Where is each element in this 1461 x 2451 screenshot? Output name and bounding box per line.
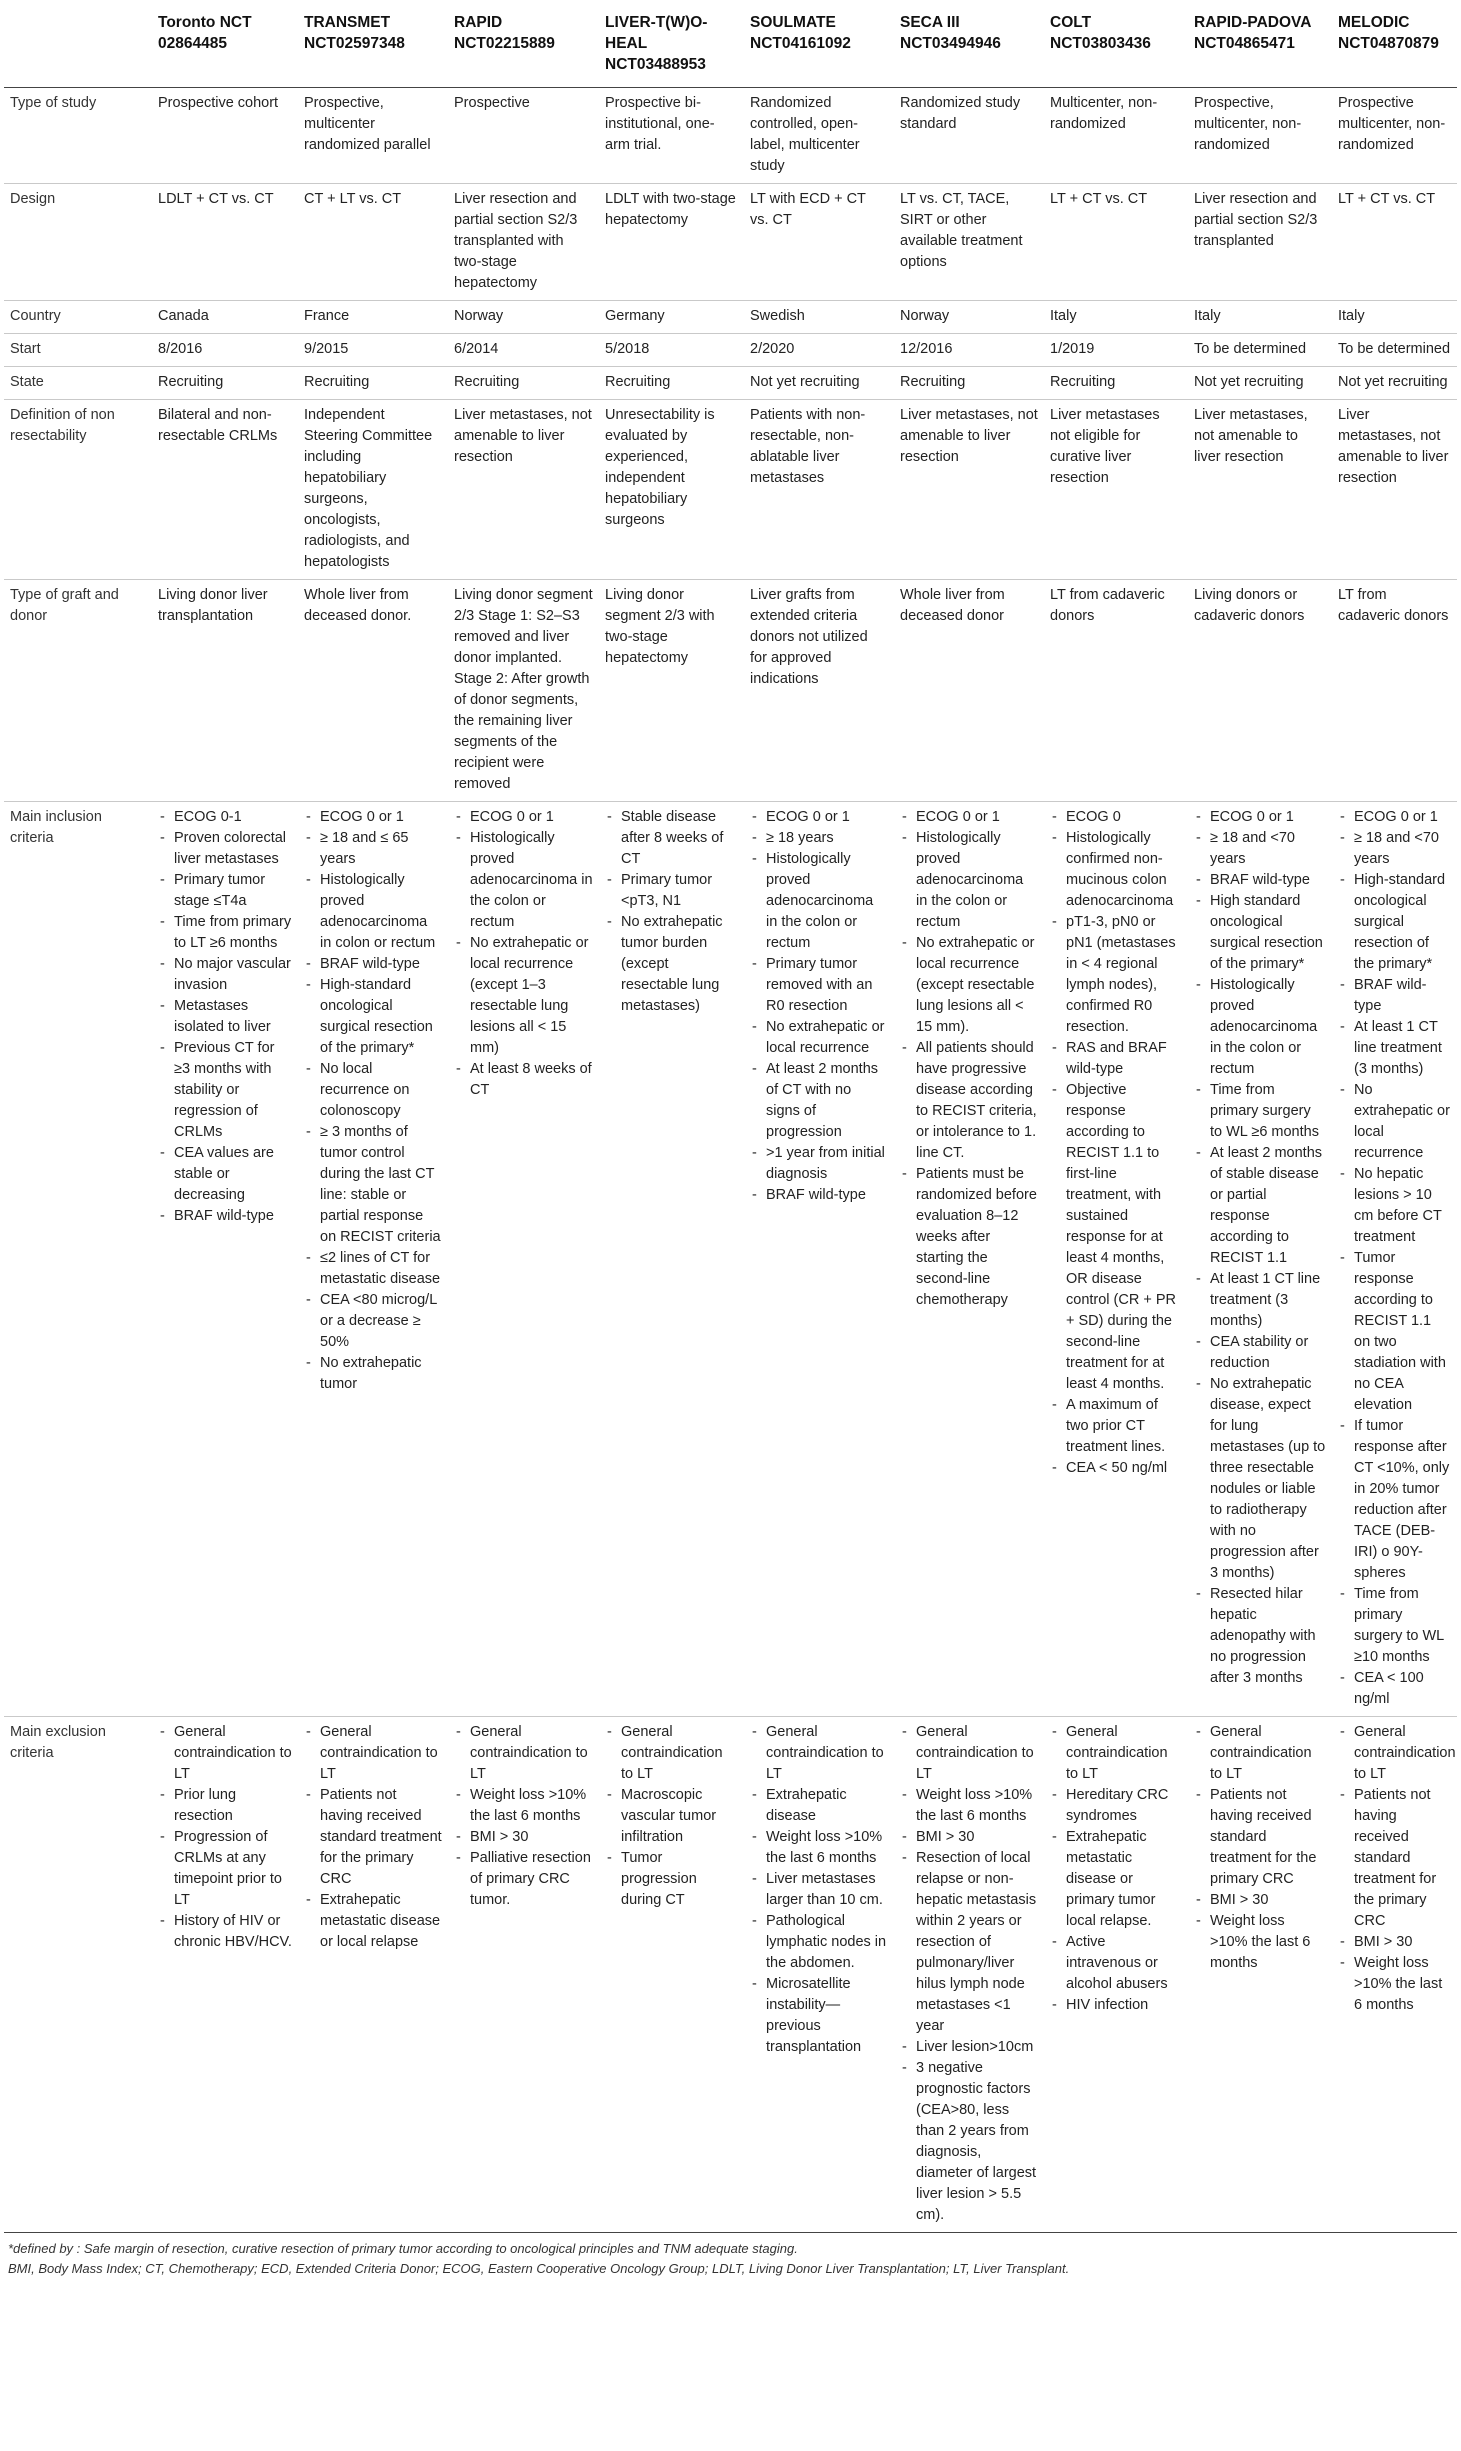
- criteria-item: - Stable disease after 8 weeks of CT: [605, 807, 738, 870]
- table-cell-toronto: Living donor liver transplantation: [152, 580, 298, 802]
- criteria-item: - Patients not having received standard treatment for the primary CRC: [304, 1785, 442, 1890]
- inclusion-criteria-list: [1338, 807, 1451, 1710]
- criteria-item: - Histologically proved adenocarcinoma in colon or rectum: [304, 870, 442, 954]
- table-cell-seca-iii: LT vs. CT, TACE, SIRT or other available treatment options: [894, 184, 1044, 301]
- criteria-item: - Palliative resection of primary CRC tumor.: [454, 1848, 593, 1911]
- criteria-item: - BMI > 30: [1194, 1890, 1326, 1911]
- table-body: [4, 88, 1457, 2233]
- criteria-item: - 3 negative prognostic factors (CEA>80, less than 2 years from diagnosis, diameter of largest liver lesion > 5.5 cm).: [900, 2058, 1038, 2226]
- exclusion-cell-rapid: [448, 1717, 599, 2233]
- inclusion-cell-toronto: [152, 802, 298, 1717]
- criteria-item: - Weight loss >10% the last 6 months: [900, 1785, 1038, 1827]
- table-row: [4, 580, 1457, 802]
- criteria-item: - ECOG 0 or 1: [1194, 807, 1326, 828]
- criteria-item: - At least 2 months of CT with no signs of progression: [750, 1059, 888, 1143]
- table-cell-rapid: Prospective: [448, 88, 599, 184]
- table-cell-rapid: Liver metastases, not amenable to liver resection: [448, 400, 599, 580]
- criteria-item: - Weight loss >10% the last 6 months: [454, 1785, 593, 1827]
- table-cell-rapid-padova: To be determined: [1188, 334, 1332, 367]
- criteria-item: - >1 year from initial diagnosis: [750, 1143, 888, 1185]
- criteria-item: - Histologically confirmed non-mucinous colon adenocarcinoma: [1050, 828, 1182, 912]
- criteria-item: - ECOG 0: [1050, 807, 1182, 828]
- criteria-item: - CEA values are stable or decreasing: [158, 1143, 292, 1206]
- criteria-item: - Weight loss >10% the last 6 months: [1338, 1953, 1451, 2016]
- criteria-item: - Histologically proved adenocarcinoma in the colon or rectum: [1194, 975, 1326, 1080]
- table-cell-liver-two-heal: Unresectability is evaluated by experienced, independent hepatobiliary surgeons: [599, 400, 744, 580]
- row-label: Type of graft and donor: [4, 580, 152, 802]
- header-cell-rapid-padova: RAPID-PADOVA NCT04865471: [1188, 10, 1332, 88]
- criteria-item: - ≥ 18 and <70 years: [1338, 828, 1451, 870]
- criteria-item: - Extrahepatic metastatic disease or local relapse: [304, 1890, 442, 1953]
- inclusion-cell-melodic: [1332, 802, 1457, 1717]
- table-cell-rapid-padova: Liver resection and partial section S2/3 transplanted: [1188, 184, 1332, 301]
- table-cell-transmet: CT + LT vs. CT: [298, 184, 448, 301]
- exclusion-cell-liver-two-heal: [599, 1717, 744, 2233]
- criteria-item: - At least 1 CT line treatment (3 months): [1194, 1269, 1326, 1332]
- criteria-item: - No extrahepatic or local recurrence (except resectable lung lesions all < 15 mm).: [900, 933, 1038, 1038]
- criteria-item: - pT1-3, pN0 or pN1 (metastases in < 4 regional lymph nodes), confirmed R0 resection.: [1050, 912, 1182, 1038]
- criteria-item: - Proven colorectal liver metastases: [158, 828, 292, 870]
- table-footnotes: [8, 2239, 1453, 2279]
- exclusion-criteria-list: [304, 1722, 442, 1953]
- footnote-definition: *defined by : Safe margin of resection, curative resection of primary tumor according to oncological principles and TNM adequate staging.: [8, 2241, 798, 2256]
- criteria-item: - ≤2 lines of CT for metastatic disease: [304, 1248, 442, 1290]
- criteria-item: - Active intravenous or alcohol abusers: [1050, 1932, 1182, 1995]
- criteria-item: - CEA < 100 ng/ml: [1338, 1668, 1451, 1710]
- criteria-item: - Resection of local relapse or non-hepatic metastasis within 2 years or resection of pulmonary/liver hilus lymph node metastases <1 year: [900, 1848, 1038, 2037]
- criteria-item: - Extrahepatic disease: [750, 1785, 888, 1827]
- criteria-item: - Weight loss >10% the last 6 months: [1194, 1911, 1326, 1974]
- exclusion-cell-melodic: [1332, 1717, 1457, 2233]
- table-cell-colt: LT from cadaveric donors: [1044, 580, 1188, 802]
- criteria-item: - Objective response according to RECIST 1.1 to first-line treatment, with sustained response for at least 4 months, OR disease control (CR + PR + SD) during the second-line treatment for at least 4 months.: [1050, 1080, 1182, 1395]
- inclusion-cell-rapid-padova: [1188, 802, 1332, 1717]
- table-cell-melodic: To be determined: [1332, 334, 1457, 367]
- criteria-item: - At least 1 CT line treatment (3 months): [1338, 1017, 1451, 1080]
- table-cell-liver-two-heal: 5/2018: [599, 334, 744, 367]
- criteria-item: - Tumor progression during CT: [605, 1848, 738, 1911]
- criteria-item: - ECOG 0 or 1: [1338, 807, 1451, 828]
- row-label: State: [4, 367, 152, 400]
- inclusion-criteria-list: [605, 807, 738, 1017]
- exclusion-cell-rapid-padova: [1188, 1717, 1332, 2233]
- criteria-item: - RAS and BRAF wild-type: [1050, 1038, 1182, 1080]
- exclusion-criteria-list: [750, 1722, 888, 2058]
- table-cell-transmet: Recruiting: [298, 367, 448, 400]
- criteria-item: - Previous CT for ≥3 months with stability or regression of CRLMs: [158, 1038, 292, 1143]
- criteria-item: - BRAF wild-type: [1338, 975, 1451, 1017]
- criteria-item: - BMI > 30: [1338, 1932, 1451, 1953]
- criteria-item: - Time from primary surgery to WL ≥10 months: [1338, 1584, 1451, 1668]
- criteria-item: - Patients must be randomized before evaluation 8–12 weeks after starting the second-line chemotherapy: [900, 1164, 1038, 1311]
- inclusion-cell-soulmate: [744, 802, 894, 1717]
- exclusion-cell-soulmate: [744, 1717, 894, 2233]
- header-cell-soulmate: SOULMATE NCT04161092: [744, 10, 894, 88]
- table-cell-rapid-padova: Prospective, multicenter, non-randomized: [1188, 88, 1332, 184]
- row-label: Type of study: [4, 88, 152, 184]
- trial-comparison-table: [4, 10, 1457, 2233]
- criteria-item: - Weight loss >10% the last 6 months: [750, 1827, 888, 1869]
- criteria-item: - No extrahepatic tumor: [304, 1353, 442, 1395]
- criteria-item: - BMI > 30: [454, 1827, 593, 1848]
- table-cell-transmet: Whole liver from deceased donor.: [298, 580, 448, 802]
- criteria-item: - No extrahepatic or local recurrence: [1338, 1080, 1451, 1164]
- table-cell-colt: LT + CT vs. CT: [1044, 184, 1188, 301]
- table-cell-colt: 1/2019: [1044, 334, 1188, 367]
- footnote-abbreviations: BMI, Body Mass Index; CT, Chemotherapy; ECD, Extended Criteria Donor; ECOG, Eastern Cooperative Oncology Group; LDLT, Living Donor Liver Transplantation; LT, Liver Transplant.: [8, 2261, 1070, 2276]
- criteria-item: - Time from primary surgery to WL ≥6 months: [1194, 1080, 1326, 1143]
- table-cell-rapid: 6/2014: [448, 334, 599, 367]
- criteria-item: - Microsatellite instability—previous transplantation: [750, 1974, 888, 2058]
- criteria-item: - ECOG 0 or 1: [750, 807, 888, 828]
- criteria-item: - High standard oncological surgical resection of the primary*: [1194, 891, 1326, 975]
- table-cell-rapid: Norway: [448, 301, 599, 334]
- inclusion-criteria-list: [1050, 807, 1182, 1479]
- table-cell-rapid-padova: Liver metastases, not amenable to liver resection: [1188, 400, 1332, 580]
- exclusion-cell-colt: [1044, 1717, 1188, 2233]
- table-cell-melodic: Not yet recruiting: [1332, 367, 1457, 400]
- table-cell-soulmate: Swedish: [744, 301, 894, 334]
- exclusion-cell-toronto: [152, 1717, 298, 2233]
- table-cell-melodic: Prospective multicenter, non-randomized: [1332, 88, 1457, 184]
- inclusion-criteria-list: [900, 807, 1038, 1311]
- table-cell-transmet: France: [298, 301, 448, 334]
- inclusion-criteria-list: [1194, 807, 1326, 1689]
- table-row: [4, 400, 1457, 580]
- criteria-item: - Primary tumor <pT3, N1: [605, 870, 738, 912]
- criteria-item: - All patients should have progressive disease according to RECIST criteria, or intolerance to 1. line CT.: [900, 1038, 1038, 1164]
- table-cell-rapid-padova: Not yet recruiting: [1188, 367, 1332, 400]
- table-cell-soulmate: LT with ECD + CT vs. CT: [744, 184, 894, 301]
- inclusion-cell-rapid: [448, 802, 599, 1717]
- criteria-item: - BRAF wild-type: [158, 1206, 292, 1227]
- exclusion-criteria-list: [605, 1722, 738, 1911]
- criteria-item: - If tumor response after CT <10%, only in 20% tumor reduction after TACE (DEB-IRI) o 90Y-spheres: [1338, 1416, 1451, 1584]
- table-cell-soulmate: Randomized controlled, open-label, multicenter study: [744, 88, 894, 184]
- criteria-item: - ECOG 0 or 1: [454, 807, 593, 828]
- criteria-item: - High-standard oncological surgical resection of the primary*: [304, 975, 442, 1059]
- criteria-item: - ≥ 18 years: [750, 828, 888, 849]
- criteria-item: - Pathological lymphatic nodes in the abdomen.: [750, 1911, 888, 1974]
- criteria-item: - Prior lung resection: [158, 1785, 292, 1827]
- table-cell-toronto: Recruiting: [152, 367, 298, 400]
- criteria-item: - Histologically proved adenocarcinoma in the colon or rectum: [900, 828, 1038, 933]
- criteria-item: - History of HIV or chronic HBV/HCV.: [158, 1911, 292, 1953]
- criteria-item: - Macroscopic vascular tumor infiltration: [605, 1785, 738, 1848]
- criteria-item: - Liver lesion>10cm: [900, 2037, 1038, 2058]
- table-cell-toronto: 8/2016: [152, 334, 298, 367]
- table-row: [4, 367, 1457, 400]
- inclusion-cell-seca-iii: [894, 802, 1044, 1717]
- exclusion-cell-transmet: [298, 1717, 448, 2233]
- table-cell-toronto: LDLT + CT vs. CT: [152, 184, 298, 301]
- table-cell-colt: Italy: [1044, 301, 1188, 334]
- exclusion-criteria-list: [1338, 1722, 1456, 2016]
- criteria-item: - No extrahepatic disease, expect for lung metastases (up to three resectable nodules or liable to radiotherapy with no progression after 3 months): [1194, 1374, 1326, 1584]
- criteria-item: - Metastases isolated to liver: [158, 996, 292, 1038]
- table-cell-liver-two-heal: Prospective bi-institutional, one-arm trial.: [599, 88, 744, 184]
- criteria-item: - No major vascular invasion: [158, 954, 292, 996]
- criteria-item: - No extrahepatic or local recurrence: [750, 1017, 888, 1059]
- criteria-item: - No extrahepatic tumor burden (except resectable lung metastases): [605, 912, 738, 1017]
- header-cell-blank: [4, 10, 152, 88]
- exclusion-criteria-list: [1194, 1722, 1326, 1974]
- header-cell-toronto: Toronto NCT 02864485: [152, 10, 298, 88]
- row-label: Main exclusion criteria: [4, 1717, 152, 2233]
- exclusion-criteria-list: [454, 1722, 593, 1911]
- table-cell-liver-two-heal: Germany: [599, 301, 744, 334]
- inclusion-criteria-list: [304, 807, 442, 1395]
- criteria-item: - Hereditary CRC syndromes: [1050, 1785, 1182, 1827]
- table-cell-seca-iii: Randomized study standard: [894, 88, 1044, 184]
- table-row: [4, 301, 1457, 334]
- table-cell-soulmate: 2/2020: [744, 334, 894, 367]
- criteria-item: - CEA stability or reduction: [1194, 1332, 1326, 1374]
- criteria-item: - CEA < 50 ng/ml: [1050, 1458, 1182, 1479]
- criteria-item: - General contraindication to LT: [1194, 1722, 1326, 1785]
- criteria-item: - CEA <80 microg/L or a decrease ≥ 50%: [304, 1290, 442, 1353]
- criteria-item: - ≥ 18 and <70 years: [1194, 828, 1326, 870]
- table-cell-rapid: Recruiting: [448, 367, 599, 400]
- exclusion-criteria-row: [4, 1717, 1457, 2233]
- table-row: [4, 334, 1457, 367]
- table-cell-toronto: Bilateral and non-resectable CRLMs: [152, 400, 298, 580]
- inclusion-criteria-list: [454, 807, 593, 1101]
- table-cell-melodic: LT from cadaveric donors: [1332, 580, 1457, 802]
- table-cell-rapid: Liver resection and partial section S2/3 transplanted with two-stage hepatectomy: [448, 184, 599, 301]
- table-cell-melodic: Liver metastases, not amenable to liver resection: [1332, 400, 1457, 580]
- table-cell-colt: Multicenter, non-randomized: [1044, 88, 1188, 184]
- criteria-item: - Patients not having received standard treatment for the primary CRC: [1194, 1785, 1326, 1890]
- criteria-item: - Tumor response according to RECIST 1.1 on two stadiation with no CEA elevation: [1338, 1248, 1451, 1416]
- table-row: [4, 88, 1457, 184]
- exclusion-criteria-list: [900, 1722, 1038, 2226]
- table-cell-liver-two-heal: Recruiting: [599, 367, 744, 400]
- criteria-item: - General contraindication to LT: [158, 1722, 292, 1785]
- criteria-item: - Resected hilar hepatic adenopathy with no progression after 3 months: [1194, 1584, 1326, 1689]
- criteria-item: - Liver metastases larger than 10 cm.: [750, 1869, 888, 1911]
- exclusion-cell-seca-iii: [894, 1717, 1044, 2233]
- table-cell-melodic: Italy: [1332, 301, 1457, 334]
- header-cell-colt: COLT NCT03803436: [1044, 10, 1188, 88]
- criteria-item: - BRAF wild-type: [1194, 870, 1326, 891]
- criteria-item: - General contraindication to LT: [1050, 1722, 1182, 1785]
- table-cell-seca-iii: Norway: [894, 301, 1044, 334]
- table-cell-transmet: Independent Steering Committee including hepatobiliary surgeons, oncologists, radiologists, and hepatologists: [298, 400, 448, 580]
- table-cell-soulmate: Liver grafts from extended criteria donors not utilized for approved indications: [744, 580, 894, 802]
- header-cell-liver-two-heal: LIVER-T(W)O-HEAL NCT03488953: [599, 10, 744, 88]
- table-cell-rapid: Living donor segment 2/3 Stage 1: S2–S3 removed and liver donor implanted. Stage 2: After growth of donor segments, the remaining liver segments of the recipient were removed: [448, 580, 599, 802]
- criteria-item: - Primary tumor removed with an R0 resection: [750, 954, 888, 1017]
- table-cell-transmet: Prospective, multicenter randomized parallel: [298, 88, 448, 184]
- criteria-item: - ECOG 0-1: [158, 807, 292, 828]
- criteria-item: - ECOG 0 or 1: [900, 807, 1038, 828]
- header-cell-rapid: RAPID NCT02215889: [448, 10, 599, 88]
- table-row: [4, 184, 1457, 301]
- criteria-item: - Progression of CRLMs at any timepoint prior to LT: [158, 1827, 292, 1911]
- table-cell-melodic: LT + CT vs. CT: [1332, 184, 1457, 301]
- criteria-item: - ≥ 3 months of tumor control during the last CT line: stable or partial response on RECIST criteria: [304, 1122, 442, 1248]
- criteria-item: - General contraindication to LT: [1338, 1722, 1451, 1785]
- criteria-item: - ≥ 18 and ≤ 65 years: [304, 828, 442, 870]
- criteria-item: - A maximum of two prior CT treatment lines.: [1050, 1395, 1182, 1458]
- row-label: Start: [4, 334, 152, 367]
- criteria-item: - HIV infection: [1050, 1995, 1182, 2016]
- table-cell-soulmate: Patients with non-resectable, non-ablatable liver metastases: [744, 400, 894, 580]
- header-row: [4, 10, 1457, 88]
- criteria-item: - Histologically proved adenocarcinoma in the colon or rectum: [454, 828, 593, 933]
- criteria-item: - Histologically proved adenocarcinoma in the colon or rectum: [750, 849, 888, 954]
- inclusion-cell-liver-two-heal: [599, 802, 744, 1717]
- criteria-item: - Extrahepatic metastatic disease or primary tumor local relapse.: [1050, 1827, 1182, 1932]
- table-cell-seca-iii: Recruiting: [894, 367, 1044, 400]
- table-cell-liver-two-heal: Living donor segment 2/3 with two-stage hepatectomy: [599, 580, 744, 802]
- criteria-item: - General contraindication to LT: [750, 1722, 888, 1785]
- row-label: Country: [4, 301, 152, 334]
- criteria-item: - BMI > 30: [900, 1827, 1038, 1848]
- criteria-item: - At least 2 months of stable disease or partial response according to RECIST 1.1: [1194, 1143, 1326, 1269]
- criteria-item: - Primary tumor stage ≤T4a: [158, 870, 292, 912]
- table-cell-rapid-padova: Living donors or cadaveric donors: [1188, 580, 1332, 802]
- inclusion-criteria-list: [750, 807, 888, 1206]
- criteria-item: - General contraindication to LT: [454, 1722, 593, 1785]
- table-cell-toronto: Prospective cohort: [152, 88, 298, 184]
- inclusion-criteria-list: [158, 807, 292, 1227]
- table-cell-seca-iii: Liver metastases, not amenable to liver resection: [894, 400, 1044, 580]
- inclusion-cell-transmet: [298, 802, 448, 1717]
- criteria-item: - At least 8 weeks of CT: [454, 1059, 593, 1101]
- table-cell-toronto: Canada: [152, 301, 298, 334]
- header-cell-melodic: MELODIC NCT04870879: [1332, 10, 1457, 88]
- criteria-item: - High-standard oncological surgical resection of the primary*: [1338, 870, 1451, 975]
- criteria-item: - No hepatic lesions > 10 cm before CT treatment: [1338, 1164, 1451, 1248]
- criteria-item: - Patients not having received standard treatment for the primary CRC: [1338, 1785, 1451, 1932]
- exclusion-criteria-list: [1050, 1722, 1182, 2016]
- inclusion-cell-colt: [1044, 802, 1188, 1717]
- criteria-item: - Time from primary to LT ≥6 months: [158, 912, 292, 954]
- criteria-item: - No local recurrence on colonoscopy: [304, 1059, 442, 1122]
- table-cell-colt: Recruiting: [1044, 367, 1188, 400]
- row-label: Definition of non resectability: [4, 400, 152, 580]
- table-cell-soulmate: Not yet recruiting: [744, 367, 894, 400]
- table-cell-liver-two-heal: LDLT with two-stage hepatectomy: [599, 184, 744, 301]
- criteria-item: - No extrahepatic or local recurrence (except 1–3 resectable lung lesions all < 15 mm): [454, 933, 593, 1059]
- criteria-item: - ECOG 0 or 1: [304, 807, 442, 828]
- table-cell-seca-iii: Whole liver from deceased donor: [894, 580, 1044, 802]
- table-cell-rapid-padova: Italy: [1188, 301, 1332, 334]
- exclusion-criteria-list: [158, 1722, 292, 1953]
- header-cell-seca-iii: SECA III NCT03494946: [894, 10, 1044, 88]
- table-cell-transmet: 9/2015: [298, 334, 448, 367]
- criteria-item: - General contraindication to LT: [605, 1722, 738, 1785]
- row-label: Main inclusion criteria: [4, 802, 152, 1717]
- table-cell-colt: Liver metastases not eligible for curative liver resection: [1044, 400, 1188, 580]
- criteria-item: - BRAF wild-type: [750, 1185, 888, 1206]
- inclusion-criteria-row: [4, 802, 1457, 1717]
- criteria-item: - General contraindication to LT: [900, 1722, 1038, 1785]
- criteria-item: - General contraindication to LT: [304, 1722, 442, 1785]
- header-cell-transmet: TRANSMET NCT02597348: [298, 10, 448, 88]
- row-label: Design: [4, 184, 152, 301]
- table-cell-seca-iii: 12/2016: [894, 334, 1044, 367]
- criteria-item: - BRAF wild-type: [304, 954, 442, 975]
